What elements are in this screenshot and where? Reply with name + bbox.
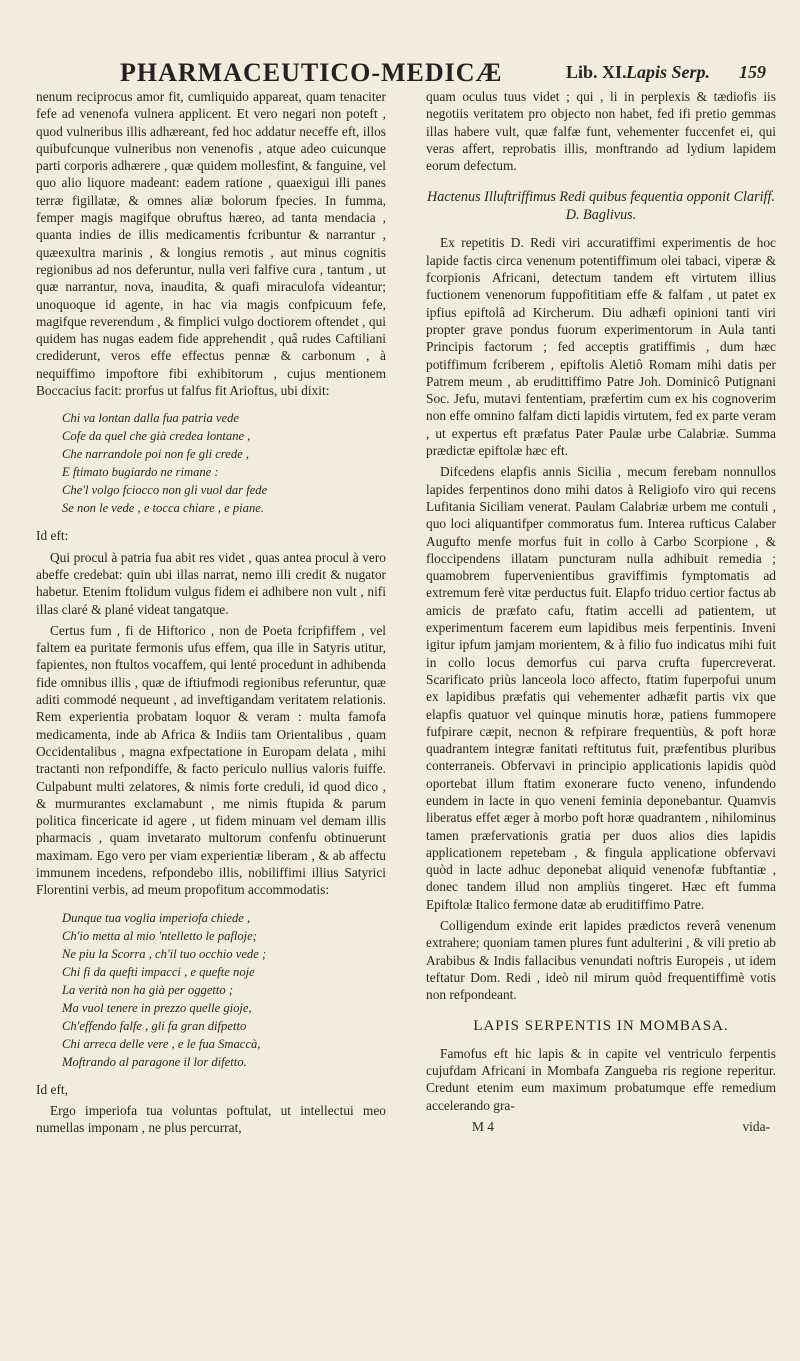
page-footer <box>426 1118 776 1135</box>
verse-line: La verità non ha già per oggetto ; <box>62 982 234 997</box>
verse-line: Chi va lontan dalla fua patria vede <box>62 411 239 426</box>
running-title: PHARMACEUTICO-MEDICÆ <box>120 58 503 87</box>
verse-line: Chi arreca delle vere , e le fua Smaccà, <box>62 1036 261 1051</box>
verse-line: Ne piu la Scorra , ch'il tuo occhio vede ; <box>62 946 267 961</box>
verse-line: Ma vuol tenere in prezzo quelle gioje, <box>62 1000 252 1015</box>
verse-block <box>62 409 386 517</box>
section-heading: LAPIS SERPENTIS IN MOMBASA. <box>473 1017 729 1034</box>
paragraph: Ergo imperiofa tua voluntas poftulat, ut intellectui meo numellas imponam , ne plus percurrat, <box>36 1102 386 1136</box>
verse-line: Dunque tua voglia imperiofa chiede , <box>62 910 251 925</box>
verse-block <box>62 909 386 1071</box>
paragraph: Difcedens elapfis annis Sicilia , mecum ferebam nonnullos lapides ferpentinos dono mihi datos à Religiofo viro qui recens Lufitania Siciliam venerat. Paulam Calabriæ urbem me contuli , quo loci aliquantifper commoratus fum. Interea rufticus Calaber Augufto menfe morfus fuit in collo à Carbo Scorpione , & floccipendens illatam puncturam nulla adhibuit remedia ; quamobrem fupervenientibus graviffimis fymptomatis ad extremum ferè vitæ perductus fuit. Elapfo triduo certior factus ab amicis de præfato cafu, ftatim accelli ad patientem, ut experimentum facerem eum lapidibus meis ferpentinis. Inveni igitur ipfum jamjam morientem, & à filio fuo indicatus mihi fuit in collo locus demorfus cui parva crufta fupercreverat. Scarificato priùs lanceola loco affecto, ftatim fuperpofui unum ex lapidibus præfatis qui vehementer adhæfit partis vix que elapfis quatuor vel quinque minutis horæ, patiens fummopere fufpirare cæpit, necnon & refpirare frequentiùs, & poft horæ quadrantem integræ fanitati reftitutus fuit, præfentibus pluribus conterraneis. Obfervavi in principio applicationis lapidis quòd oportebat illum ftatim exonerare fucto veneno, infundendo eundem in lacte in quo veneni feminia deponebantur. Quamvis liberatus effet æger à morbo poft horæ quadrantem , nihilominus tamen præfervationis gratia per duos alios dies lapidis applicationem repetebam , & fingula applicatione obfervavi quòd in lacte adhuc deponebat aliquid venenofæ fubftantiæ , donec tandem illud non ampliùs tingeret. Hæc eft fumma Epiftolæ Italico fermone datæ ab eruditiffimo Patre. <box>426 464 776 912</box>
verse-line: Che'l volgo fciocco non gli vuol dar fede <box>62 483 268 498</box>
id-est-label: Id eft, <box>36 1081 68 1097</box>
page-number: 159 <box>739 62 766 82</box>
topic-heading: Lapis Serp. <box>626 62 711 82</box>
section-heading: Hactenus Illuftriffimus Redi quibus fequentia opponit Clariff. D. Baglivus. <box>427 189 775 224</box>
paragraph: Colligendum exinde erit lapides prædictos reverâ venenum extrahere; quoniam tamen plures funt adulterini , & vili pretio ab Arabibus & Indis fallacibus venundati noftris Europeis , ut idem teftatur Dom. Redi , ideò nil mirum quòd frequentiffimè votis non refpondeant. <box>426 918 776 1003</box>
verse-line: Cofe da quel che già credea lontane , <box>62 429 251 444</box>
paragraph: Qui procul à patria fua abit res videt , quas antea procul à vero abeffe credebat: quin ubi illas narrat, nemo illi credit & nugator habetur. Etenim ftolidum vulgus fidem ei adhibere non vult , nifi illas claré & plané videat tangatque. <box>36 549 386 617</box>
verse-line: Ch'effendo falfe , gli fa gran difpetto <box>62 1018 247 1033</box>
paragraph: quam oculus tuus videt ; qui , li in perplexis & tædiofis iis negotiis veritatem pro objecto non habet, fed ifi pretio gemmas illas habere vult, quæ falfæ funt, vehementer fuccenfet ei, qui veras affert, reprobatis illis, monftrando ad lydium lapidem eorum defectum. <box>426 89 776 174</box>
paragraph: Famofus eft hic lapis & in capite vel ventriculo ferpentis cujufdam Africani in Mombafa Zangueba ris regione reperitur. Credunt etenim eum maximum probatumque effe remedium accelerando gra- <box>426 1045 776 1113</box>
paragraph: nenum reciprocus amor fit, cumliquido appareat, quam tenaciter fefe ad venenofa vulnera applicent. Et vero negari non poteft , quod vulneribus illis adhæreant, fed hoc addatur neceffe eft, illos quibufcunque vulneribus non venenofis , atque adeo cuicunque parti corporis adhærere , quæ quidem mollesfint, & fanguine, vel quo alio liquore madeant: eadem ratione , quaexigui illi panes terræ figillatæ, & omnes aliæ bolorum fpecies. In fumma, femper magis magifque obruftus hæreo, ad tanta mendacia , quanta indies de illis medicamentis fcribuntur & narrantur , quæexultra marinis , & longius remotis , aut minus cognitis regionibus ad nos deferuntur, nulla veri falfive cura , tantum , ut quæ narrantur, nova, inaudita, & quafi miraculofa videantur; unoquoque id agente, in hac via magis confpicuum fefe, magifque reverendum , & fimplici vulgo doctiorem oftendet , qui quidem has nugas eadem fide apprehendit , quâ rudes Caftiliani crediderunt, veros effe effectus pennæ & carbonum , à nequiffimo impoftore fibi exhibitorum , cujus mentionem Boccacius facit: prorfus ut falfus fit Arioftus, ubi dixit: <box>36 89 386 399</box>
left-column <box>36 88 386 1140</box>
id-est-label: Id eft: <box>36 528 69 544</box>
verse-line: Moftrando al paragone il lor difetto. <box>62 1054 247 1069</box>
verse-line: Che narrandole poi non fe gli crede , <box>62 447 250 462</box>
paragraph: Certus fum , fi de Hiftorico , non de Poeta fcripfiffem , vel faltem ea puritate fermonis ufus effem, qua ille in Satyris utitur, fapientes, non ftultos vocaffem, qui lenté procedunt in adhibenda fide omnibus illis , quæ de iftiufmodi regionibus referuntur, quæ aditi commodé nequeunt , ad inveftigandam veritatem relationis. Rem experientia probatam loquor & veram : multa famofa medicamenta, inde ab Africa & Indiis tam Orientalibus , quam Occidentalibus , magna exfpectatione in Europam delata , mihi tractanti non refpondiffe, & facto periculo nullius valoris fuiffe. Culpabunt multi zelatores, & nimis forte creduli, id quod dico , & murmurantes exclamabunt , me nimis ftupida & parum politica fincericate id agere , ut fidem minuam vel demam illis pharmacis , quam invetarato multorum confenfu obtinuerunt maximam. Ego vero per viam experientiæ liberam , & ab affectu immunem incedens, refpondebo illis, nobiliffimi illius Satyrici Florentini verbis, ad meum propofitum accommodatis: <box>36 622 386 898</box>
catchword: vida- <box>742 1119 770 1135</box>
right-column <box>426 88 776 1140</box>
paragraph: Ex repetitis D. Redi viri accuratiffimi experimentis de hoc lapide factis circa venenum potentiffimum olei tabaci, viperæ & fcorpionis Africani, detectum tandem eft virtutem illius fuctionem venenorum fuppofititiam effe & falfam , ut patet ex ipfius epiftolâ ad Kircherum. Diu adhæfi opinioni tanti viri propter grave pondus fuorum experimentorum in Aula tanti Principis factorum ; fed acceptis gratiffimis , dum hæc potiffimum fcriberem , epiftolis Aletiô Romam mihi datis per Patrem meum , ab erudittiffimo Patre Joh. Dominicô Putignani Soc. Jefu, mutavi fententiam, præfertim cum ex his cognoverim non effe omnino falfam dicti lapidis virtutem, fed ex parte veram , ut expertus eft præfatus Pater Paulæ urbe Calabriæ. Summa prædictæ epiftolæ hæc eft. <box>426 235 776 459</box>
verse-line: Chi fi da quefti impacci , e quefte noje <box>62 964 255 979</box>
verse-line: E ftimato bugiardo ne rimane : <box>62 465 219 480</box>
text-columns <box>36 88 776 1140</box>
book-number: Lib. XI. <box>566 62 627 82</box>
verse-line: Ch'io metta al mio 'ntelletto le pafloje; <box>62 928 257 943</box>
signature-mark: M 4 <box>472 1119 494 1135</box>
verse-line: Se non le vede , e tocca chiare , e piane. <box>62 501 264 516</box>
